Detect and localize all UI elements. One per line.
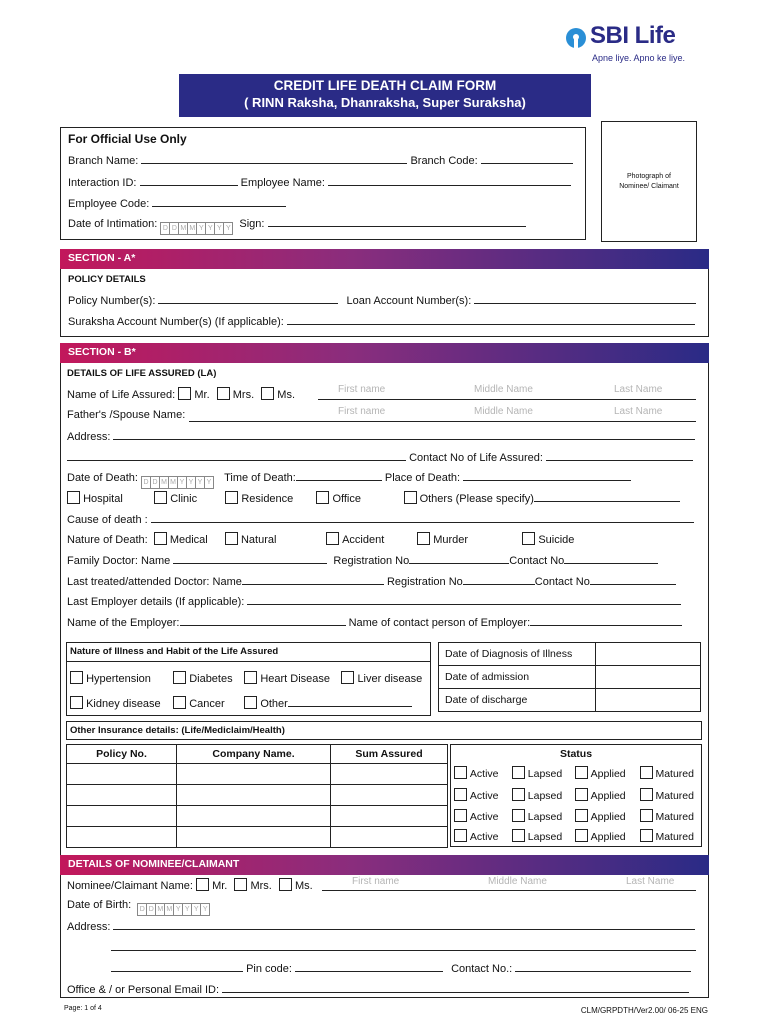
la-mr-label: Mr. — [194, 389, 210, 401]
nominee-ms-checkbox[interactable] — [279, 878, 292, 891]
pin-code-field[interactable] — [295, 961, 443, 972]
family-reg-label: Registration No — [333, 555, 410, 567]
lapsed-label: Lapsed — [527, 768, 563, 780]
family-doctor-label: Family Doctor: Name — [67, 555, 171, 567]
form-title-banner — [179, 74, 591, 117]
cause-of-death-label: Cause of death : — [67, 514, 148, 526]
employer-contact-field[interactable] — [530, 615, 682, 626]
nominee-bar: DETAILS OF NOMINEE/CLAIMANT — [60, 855, 709, 875]
life-assured-heading: DETAILS OF LIFE ASSURED (LA) — [67, 368, 217, 379]
natural-label: Natural — [240, 534, 277, 546]
murder-label: Murder — [433, 534, 469, 546]
photograph-box[interactable] — [601, 121, 697, 242]
date-of-death-field[interactable]: D D M M Y Y Y Y — [141, 476, 213, 489]
sign-label: Sign: — [239, 218, 265, 230]
nominee-address-field-3[interactable] — [111, 961, 243, 972]
last-treated-field[interactable] — [242, 574, 384, 585]
matured-label: Matured — [655, 811, 694, 823]
nominee-name-label: Nominee/Claimant Name: — [67, 880, 193, 892]
official-use-box — [60, 127, 586, 240]
kidney-disease-label: Kidney disease — [86, 698, 161, 710]
last-employer-field[interactable] — [247, 594, 681, 605]
section-b-sides-lower — [60, 635, 709, 856]
last-employer-label: Last Employer details (If applicable): — [67, 596, 245, 608]
photo-label-line2: Nominee/ Claimant — [619, 183, 679, 190]
email-field[interactable] — [222, 982, 689, 993]
office-label: Office — [332, 493, 361, 505]
illness-heading: Nature of Illness and Habit of the Life Assured — [67, 643, 430, 662]
logo-tagline: Apne liye. Apno ke liye. — [592, 53, 686, 63]
la-address-field-1[interactable] — [113, 429, 695, 440]
insurance-heading: Other Insurance details: (Life/Mediclaim/Health) — [66, 721, 702, 740]
col-status: Status — [559, 748, 593, 760]
la-mrs-checkbox[interactable] — [217, 387, 230, 400]
la-middle-name-placeholder: Middle Name — [474, 384, 533, 395]
nominee-first-name-placeholder: First name — [352, 876, 400, 887]
la-first-name-placeholder: First name — [338, 384, 386, 395]
fs-last-name-placeholder: Last Name — [614, 406, 663, 417]
sign-field[interactable] — [268, 216, 526, 227]
date-of-death-label: Date of Death: — [67, 472, 138, 484]
cause-of-death-field[interactable] — [151, 512, 694, 523]
nominee-box — [60, 875, 709, 998]
la-address-field-2[interactable] — [67, 450, 406, 461]
employee-name-label: Employee Name: — [240, 177, 325, 189]
employee-code-label: Employee Code: — [68, 198, 150, 210]
nominee-mrs-checkbox[interactable] — [234, 878, 247, 891]
clinic-label: Clinic — [170, 493, 198, 505]
applied-label: Applied — [590, 811, 626, 823]
diagnosis-date-label: Date of Diagnosis of Illness — [439, 643, 596, 666]
form-subtitle: ( RINN Raksha, Dhanraksha, Super Suraksha) — [244, 95, 526, 110]
family-reg-field[interactable] — [409, 553, 509, 564]
nominee-address-field-1[interactable] — [113, 919, 695, 930]
nature-of-death-label: Nature of Death: — [67, 534, 148, 546]
sbi-logo-icon — [566, 28, 586, 48]
la-contact-field[interactable] — [546, 450, 693, 461]
nominee-address-field-2[interactable] — [111, 940, 696, 951]
natural-checkbox[interactable] — [225, 532, 238, 545]
discharge-date-label: Date of discharge — [439, 689, 596, 712]
logo-brand: SBI Life — [590, 22, 676, 49]
medical-checkbox[interactable] — [154, 532, 167, 545]
suicide-checkbox[interactable] — [522, 532, 535, 545]
others-label: Others (Please specify) — [419, 493, 534, 505]
other-illness-label: Other — [260, 698, 288, 710]
suraksha-account-field[interactable] — [287, 314, 695, 325]
last-contact-label: Contact No — [534, 576, 590, 588]
nominee-dob-field[interactable]: D D M M Y Y Y Y — [137, 903, 209, 916]
heart-disease-label: Heart Disease — [260, 673, 331, 685]
murder-checkbox[interactable] — [417, 532, 430, 545]
nominee-name-field[interactable] — [322, 876, 696, 891]
nominee-mr-label: Mr. — [212, 880, 228, 892]
admission-date-label: Date of admission — [439, 666, 596, 689]
la-contact-label: Contact No of Life Assured: — [409, 452, 543, 464]
employer-name-field[interactable] — [180, 615, 346, 626]
matured-label: Matured — [655, 831, 694, 843]
col-sum-assured: Sum Assured — [331, 745, 448, 764]
nominee-middle-name-placeholder: Middle Name — [488, 876, 547, 887]
form-title: CREDIT LIFE DEATH CLAIM FORM — [273, 78, 497, 93]
page-number: Page: 1 of 4 — [64, 1005, 102, 1012]
applied-label: Applied — [590, 831, 626, 843]
photo-label-line1: Photograph of — [627, 173, 671, 180]
interaction-id-label: Interaction ID: — [68, 177, 137, 189]
time-of-death-field[interactable] — [296, 470, 382, 481]
last-reg-label: Registration No — [386, 576, 463, 588]
family-contact-label: Contact No — [509, 555, 565, 567]
residence-label: Residence — [241, 493, 294, 505]
nominee-last-name-placeholder: Last Name — [626, 876, 675, 887]
interaction-id-field[interactable] — [140, 175, 238, 186]
active-label: Active — [469, 811, 499, 823]
place-of-death-label: Place of Death: — [384, 472, 461, 484]
diabetes-label: Diabetes — [189, 673, 233, 685]
nominee-dob-label: Date of Birth: — [67, 899, 132, 911]
place-of-death-field[interactable] — [463, 470, 631, 481]
section-a-bar: SECTION - A* — [60, 249, 709, 269]
family-doctor-field[interactable] — [173, 553, 327, 564]
last-contact-field[interactable] — [590, 574, 676, 585]
policy-number-label: Policy Number(s): — [68, 295, 156, 307]
la-ms-label: Ms. — [277, 389, 296, 401]
active-label: Active — [469, 831, 499, 843]
active-label: Active — [469, 790, 499, 802]
branch-name-field[interactable] — [141, 153, 407, 164]
others-field[interactable] — [534, 491, 680, 502]
others-checkbox[interactable] — [404, 491, 417, 504]
la-name-field[interactable] — [318, 384, 696, 400]
employee-name-field[interactable] — [328, 175, 571, 186]
date-of-intimation-field[interactable]: D D M M Y Y Y Y — [160, 222, 232, 235]
employee-code-field[interactable] — [152, 196, 286, 207]
branch-code-field[interactable] — [481, 153, 573, 164]
date-of-intimation-label: Date of Intimation: — [68, 218, 158, 230]
office-checkbox[interactable] — [316, 491, 329, 504]
lapsed-label: Lapsed — [527, 790, 563, 802]
matured-label: Matured — [655, 768, 694, 780]
last-reg-field[interactable] — [463, 574, 535, 585]
father-spouse-field[interactable] — [189, 406, 696, 422]
loan-account-field[interactable] — [474, 293, 696, 304]
suraksha-account-label: Suraksha Account Number(s) (If applicable): — [68, 316, 284, 328]
cancer-label: Cancer — [189, 698, 225, 710]
la-mr-checkbox[interactable] — [178, 387, 191, 400]
applied-label: Applied — [590, 790, 626, 802]
fs-first-name-placeholder: First name — [338, 406, 386, 417]
applied-label: Applied — [590, 768, 626, 780]
matured-label: Matured — [655, 790, 694, 802]
section-a-box — [60, 269, 709, 337]
col-policy-no: Policy No. — [67, 745, 177, 764]
nominee-mrs-label: Mrs. — [250, 880, 272, 892]
la-address-label: Address: — [67, 431, 111, 443]
medical-label: Medical — [169, 534, 208, 546]
policy-details-heading: POLICY DETAILS — [68, 274, 146, 285]
section-b-bar: SECTION - B* — [60, 343, 709, 363]
name-la-label: Name of Life Assured: — [67, 389, 176, 401]
col-company-name: Company Name. — [177, 745, 331, 764]
employer-contact-label: Name of contact person of Employer: — [348, 617, 531, 629]
la-mrs-label: Mrs. — [232, 389, 255, 401]
nominee-ms-label: Ms. — [294, 880, 313, 892]
policy-number-field[interactable] — [158, 293, 338, 304]
nominee-address-label: Address: — [67, 921, 111, 933]
liver-disease-label: Liver disease — [357, 673, 423, 685]
fs-middle-name-placeholder: Middle Name — [474, 406, 533, 417]
lapsed-label: Lapsed — [527, 811, 563, 823]
employer-name-label: Name of the Employer: — [67, 617, 180, 629]
active-label: Active — [469, 768, 499, 780]
sbi-life-logo — [566, 22, 701, 66]
pin-code-label: Pin code: — [246, 963, 292, 975]
hospital-label: Hospital — [83, 493, 123, 505]
last-treated-label: Last treated/attended Doctor: Name — [67, 576, 242, 588]
email-label: Office & / or Personal Email ID: — [67, 984, 220, 996]
time-of-death-label: Time of Death: — [224, 472, 296, 484]
official-heading: For Official Use Only — [68, 132, 187, 146]
nominee-mr-checkbox[interactable] — [196, 878, 209, 891]
nominee-contact-label: Contact No.: — [451, 963, 513, 975]
branch-name-label: Branch Name: — [68, 155, 139, 167]
accident-checkbox[interactable] — [326, 532, 339, 545]
father-spouse-label: Father's /Spouse Name: — [67, 409, 186, 421]
la-last-name-placeholder: Last Name — [614, 384, 663, 395]
lapsed-label: Lapsed — [527, 831, 563, 843]
branch-code-label: Branch Code: — [410, 155, 478, 167]
nominee-contact-field[interactable] — [515, 961, 691, 972]
loan-account-label: Loan Account Number(s): — [346, 295, 472, 307]
hospital-checkbox[interactable] — [67, 491, 80, 504]
suicide-label: Suicide — [538, 534, 575, 546]
hypertension-label: Hypertension — [86, 673, 151, 685]
form-code: CLM/GRPDTH/Ver2.00/ 06-25 ENG — [580, 1006, 708, 1015]
accident-label: Accident — [342, 534, 385, 546]
family-contact-field[interactable] — [564, 553, 658, 564]
clinic-checkbox[interactable] — [154, 491, 167, 504]
la-ms-checkbox[interactable] — [261, 387, 274, 400]
residence-checkbox[interactable] — [225, 491, 238, 504]
